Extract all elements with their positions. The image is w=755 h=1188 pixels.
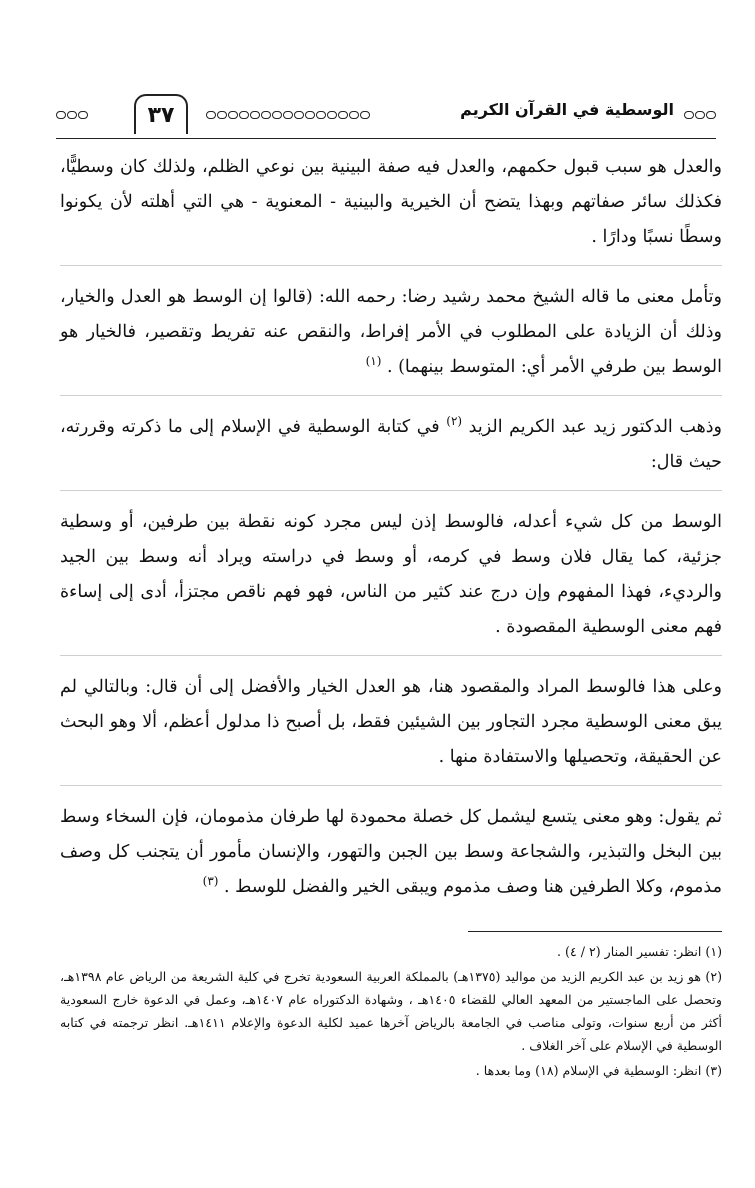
- header-rule: [56, 138, 716, 139]
- paragraph: الوسط من كل شيء أعدله، فالوسط إذن ليس مجرد كونه نقطة بين طرفين، أو وسطية جزئية، كما يقال فلان وسط في كرمه، أو وسط في دراسته ويراد أنه وسط بين الجيد والرديء، فهذا المفهوم وإن درج عند كثير من الناس، فهو فهم ناقص مجتزأ، أدى إلى إساءة فهم معنى الوسطية المقصودة .: [60, 503, 722, 656]
- paragraph: ثم يقول: وهو معنى يتسع ليشمل كل خصلة محمودة لها طرفان مذمومان، فإن السخاء وسط بين البخل والتبذير، والشجاعة وسط بين الجبن والتهور، والإنسان مأمور أن يتجنب كل وصف مذموم، وكلا الطرفين هنا وصف مذموم ويبقى الخير والفضل للوسط . $^{(٣)}$: [60, 807, 722, 897]
- footnote: (٢) هو زيد بن عبد الكريم الزيد من مواليد (١٣٧٥هـ) بالمملكة العربية السعودية تخرج في كلية الشريعة من الرياض عام ١٣٩٨هـ، وتحصل على الماجستير من المعهد العالي للقضاء ١٤٠٥هـ ، وشهادة الدكتوراه عام ١٤٠٧هـ، وعمل في الدعوة خارج السعودية أكثر من أربع سنوات، وتولى مناصب في الجامعة بالرياض آخرها عميد لكلية الدعوة والإعلام ١٤١١هـ. انظر ترجمته في كتابه الوسطية في الإسلام على آخر الغلاف .: [60, 969, 722, 1053]
- footnote-ref: (٢): [446, 414, 463, 429]
- footnote: (١) انظر: تفسير المنار (٢ / ٤) .: [557, 944, 722, 959]
- footnotes: [60, 940, 722, 1084]
- footnote-rule: [468, 931, 722, 932]
- ornament-left: [56, 108, 88, 122]
- page-number: ٣٧: [134, 94, 188, 134]
- footnote: (٣) انظر: الوسطية في الإسلام (١٨) وما بعدها .: [475, 1063, 722, 1078]
- paragraph: وتأمل معنى ما قاله الشيخ محمد رشيد رضا: رحمه الله: (قالوا إن الوسط هو العدل والخيار، وذلك أن الزيادة على المطلوب في الأمر إفراط، والنقص عنه تفريط وتقصير، فالخيار هو الوسط بين طرفي الأمر أي: المتوسط بينهما) . $^{(١)}$: [60, 278, 722, 396]
- footnote-ref: (١): [365, 354, 382, 369]
- main-text: [60, 148, 722, 915]
- paragraph: والعدل هو سبب قبول حكمهم، والعدل فيه صفة البينية بين نوعي الظلم، ولذلك كان وسطيًّا، فكذلك سائر صفاتهم وبهذا يتضح أن الخيرية والبينية - المعنوية - هي التي أهلته لأن يكونوا وسطًا نسبًا ودارًا .: [60, 148, 722, 266]
- page-header: [56, 92, 716, 142]
- paragraph: وعلى هذا فالوسط المراد والمقصود هنا، هو العدل الخيار والأفضل إلى أن قال: وبالتالي لم يبق معنى الوسطية مجرد التجاور بين الشيئين فقط، بل أصبح ذا مدلول أعظم، ألا وهو البحث عن الحقيقة، وتحصيلها والاستفادة منها .: [60, 668, 722, 786]
- ornament-right: [684, 108, 716, 122]
- paragraph: وذهب الدكتور زيد عبد الكريم الزيد $^{(٢)}$ في كتابة الوسطية في الإسلام إلى ما ذكرته وقررته، حيث قال:: [60, 408, 722, 491]
- ornament-middle: [206, 108, 370, 122]
- footnote-ref: (٣): [202, 874, 219, 889]
- running-title: الوسطية في القرآن الكريم: [460, 100, 674, 119]
